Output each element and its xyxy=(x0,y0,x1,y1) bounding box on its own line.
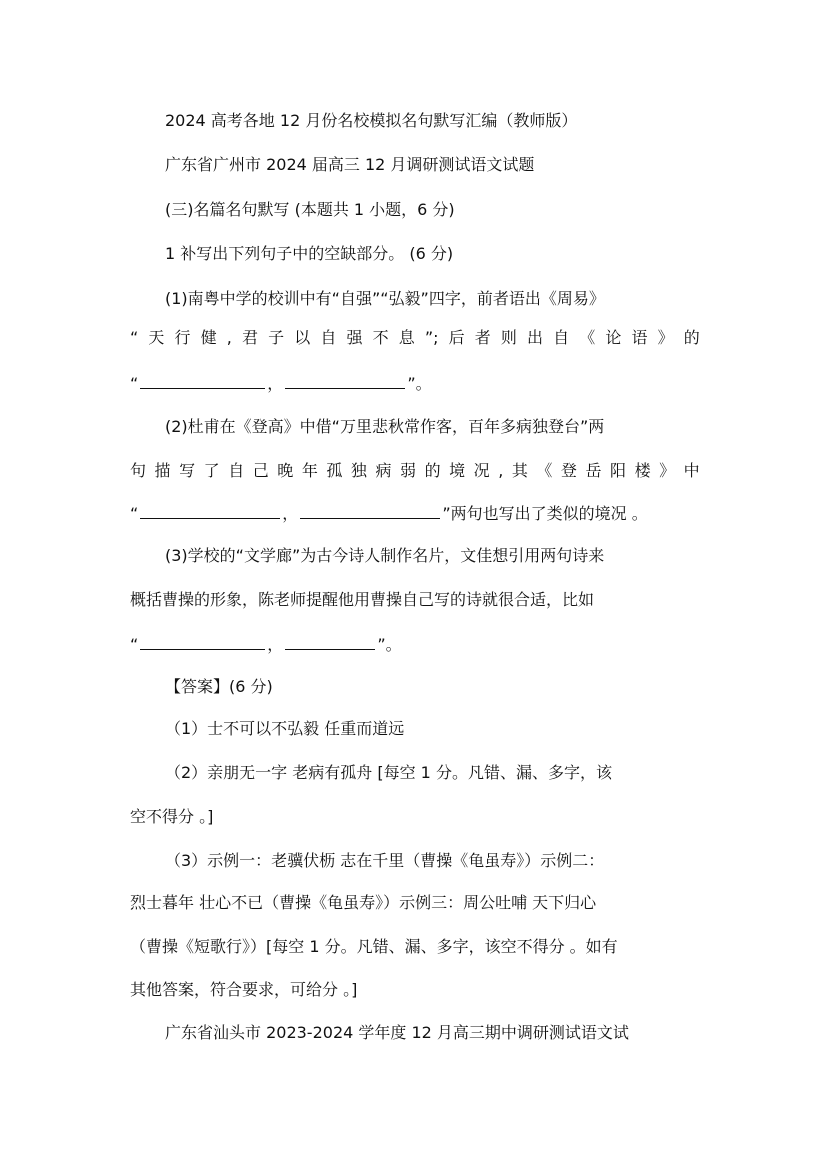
q1-char: 语 xyxy=(631,328,648,347)
q3-line3 xyxy=(130,633,402,656)
q1-char: 子 xyxy=(268,328,285,347)
answer-header: 【答案】(6 分) xyxy=(165,677,273,696)
q2-char: 况 xyxy=(473,461,490,480)
q2-char: 其 xyxy=(511,461,528,480)
q1-line2 xyxy=(130,327,700,349)
separator: ， xyxy=(267,635,284,654)
q2-char: 弱 xyxy=(400,461,417,480)
q1-char: 论 xyxy=(605,328,622,347)
answer-blank xyxy=(140,502,280,519)
q1-char: 不 xyxy=(372,328,389,347)
q2-char: 楼 xyxy=(634,461,651,480)
open-quote: “ xyxy=(130,635,139,654)
close-quote: ”。 xyxy=(407,374,432,393)
q2-char: 病 xyxy=(375,461,392,480)
document-title: 2024 高考各地 12 月份名校模拟名句默写汇编（教师版） xyxy=(165,111,578,130)
q1-line1: (1)南粤中学的校训中有“自强”“弘毅”四字，前者语出《周易》 xyxy=(165,289,605,308)
q2-char: 的 xyxy=(424,461,441,480)
close-quote: ”两句也写出了类似的境况 。 xyxy=(442,504,648,523)
q1-char: “ xyxy=(130,328,139,347)
q2-char: 句 xyxy=(130,461,147,480)
source-heading-guangzhou: 广东省广州市 2024 届高三 12 月调研测试语文试题 xyxy=(165,155,535,174)
q1-char: 息 xyxy=(398,328,415,347)
q1-char: 则 xyxy=(500,328,517,347)
section-heading: (三)名篇名句默写 (本题共 1 小题，6 分) xyxy=(165,200,455,219)
q2-char: 描 xyxy=(154,461,171,480)
q2-char: 年 xyxy=(301,461,318,480)
answer-3-line1: （3）示例一：老骥伏枥 志在千里（曹操《龟虽寿》）示例二： xyxy=(165,851,605,870)
source-heading-shantou: 广东省汕头市 2023-2024 学年度 12 月高三期中调研测试语文试 xyxy=(165,1023,629,1042)
q2-line3 xyxy=(130,502,648,525)
q2-char: 中 xyxy=(683,461,700,480)
question-prompt: 1 补写出下列句子中的空缺部分。 (6 分) xyxy=(165,244,454,263)
q1-char: 后 xyxy=(448,328,465,347)
q1-char: 天 xyxy=(148,328,165,347)
close-quote: ”。 xyxy=(377,635,402,654)
q2-char: 己 xyxy=(252,461,269,480)
q2-char: 了 xyxy=(203,461,220,480)
q1-char: 君 xyxy=(241,328,258,347)
answer-blank xyxy=(140,372,265,389)
q1-char: 出 xyxy=(527,328,544,347)
q1-char: 行 xyxy=(174,328,191,347)
q3-line2: 概括曹操的形象，陈老师提醒他用曹操自己写的诗就很合适，比如 xyxy=(130,590,595,609)
answer-blank xyxy=(285,633,375,650)
q3-line1: (3)学校的“文学廊”为古今诗人制作名片，文佳想引用两句诗来 xyxy=(165,546,605,565)
q1-char: 强 xyxy=(346,328,363,347)
open-quote: “ xyxy=(130,504,139,523)
q1-line3 xyxy=(130,372,432,395)
answer-blank xyxy=(300,502,440,519)
q2-char: 孤 xyxy=(326,461,343,480)
answer-3-line3: （曹操《短歌行》）[每空 1 分。凡错、漏、多字，该空不得分 。如有 xyxy=(130,937,618,956)
q2-char: 》 xyxy=(659,461,676,480)
q2-char: 境 xyxy=(449,461,466,480)
q1-char: 《 xyxy=(579,328,596,347)
q1-char: 者 xyxy=(474,328,491,347)
q2-char: 独 xyxy=(350,461,367,480)
q2-char: , xyxy=(498,461,504,480)
q1-char: 自 xyxy=(553,328,570,347)
answer-3-line4: 其他答案，符合要求，可给分 。] xyxy=(130,980,358,999)
q1-char: 健 xyxy=(200,328,217,347)
answer-blank xyxy=(285,372,405,389)
q2-char: 写 xyxy=(179,461,196,480)
answer-blank xyxy=(140,633,265,650)
separator: ， xyxy=(267,374,284,393)
q2-line1: (2)杜甫在《登高》中借“万里悲秋常作客，百年多病独登台”两 xyxy=(165,417,605,436)
q1-char: 以 xyxy=(294,328,311,347)
q2-char: 晚 xyxy=(277,461,294,480)
answer-2-line2: 空不得分 。] xyxy=(130,807,214,826)
q2-char: 登 xyxy=(560,461,577,480)
open-quote: “ xyxy=(130,374,139,393)
q2-char: 阳 xyxy=(610,461,627,480)
answer-3-line2: 烈士暮年 壮心不已（曹操《龟虽寿》）示例三：周公吐哺 天下归心 xyxy=(130,893,597,912)
q2-char: 岳 xyxy=(585,461,602,480)
separator: ， xyxy=(282,504,299,523)
q1-char: 的 xyxy=(683,328,700,347)
q2-char: 自 xyxy=(228,461,245,480)
q1-char: 》 xyxy=(657,328,674,347)
answer-2-line1: （2）亲朋无一字 老病有孤舟 [每空 1 分。凡错、漏、多字，该 xyxy=(165,763,612,782)
q1-char: 自 xyxy=(320,328,337,347)
q2-char: 《 xyxy=(536,461,553,480)
q2-line2 xyxy=(130,460,700,482)
q1-char: , xyxy=(226,328,232,347)
q1-char: ”; xyxy=(424,328,439,347)
answer-1: （1）士不可以不弘毅 任重而道远 xyxy=(165,719,405,738)
